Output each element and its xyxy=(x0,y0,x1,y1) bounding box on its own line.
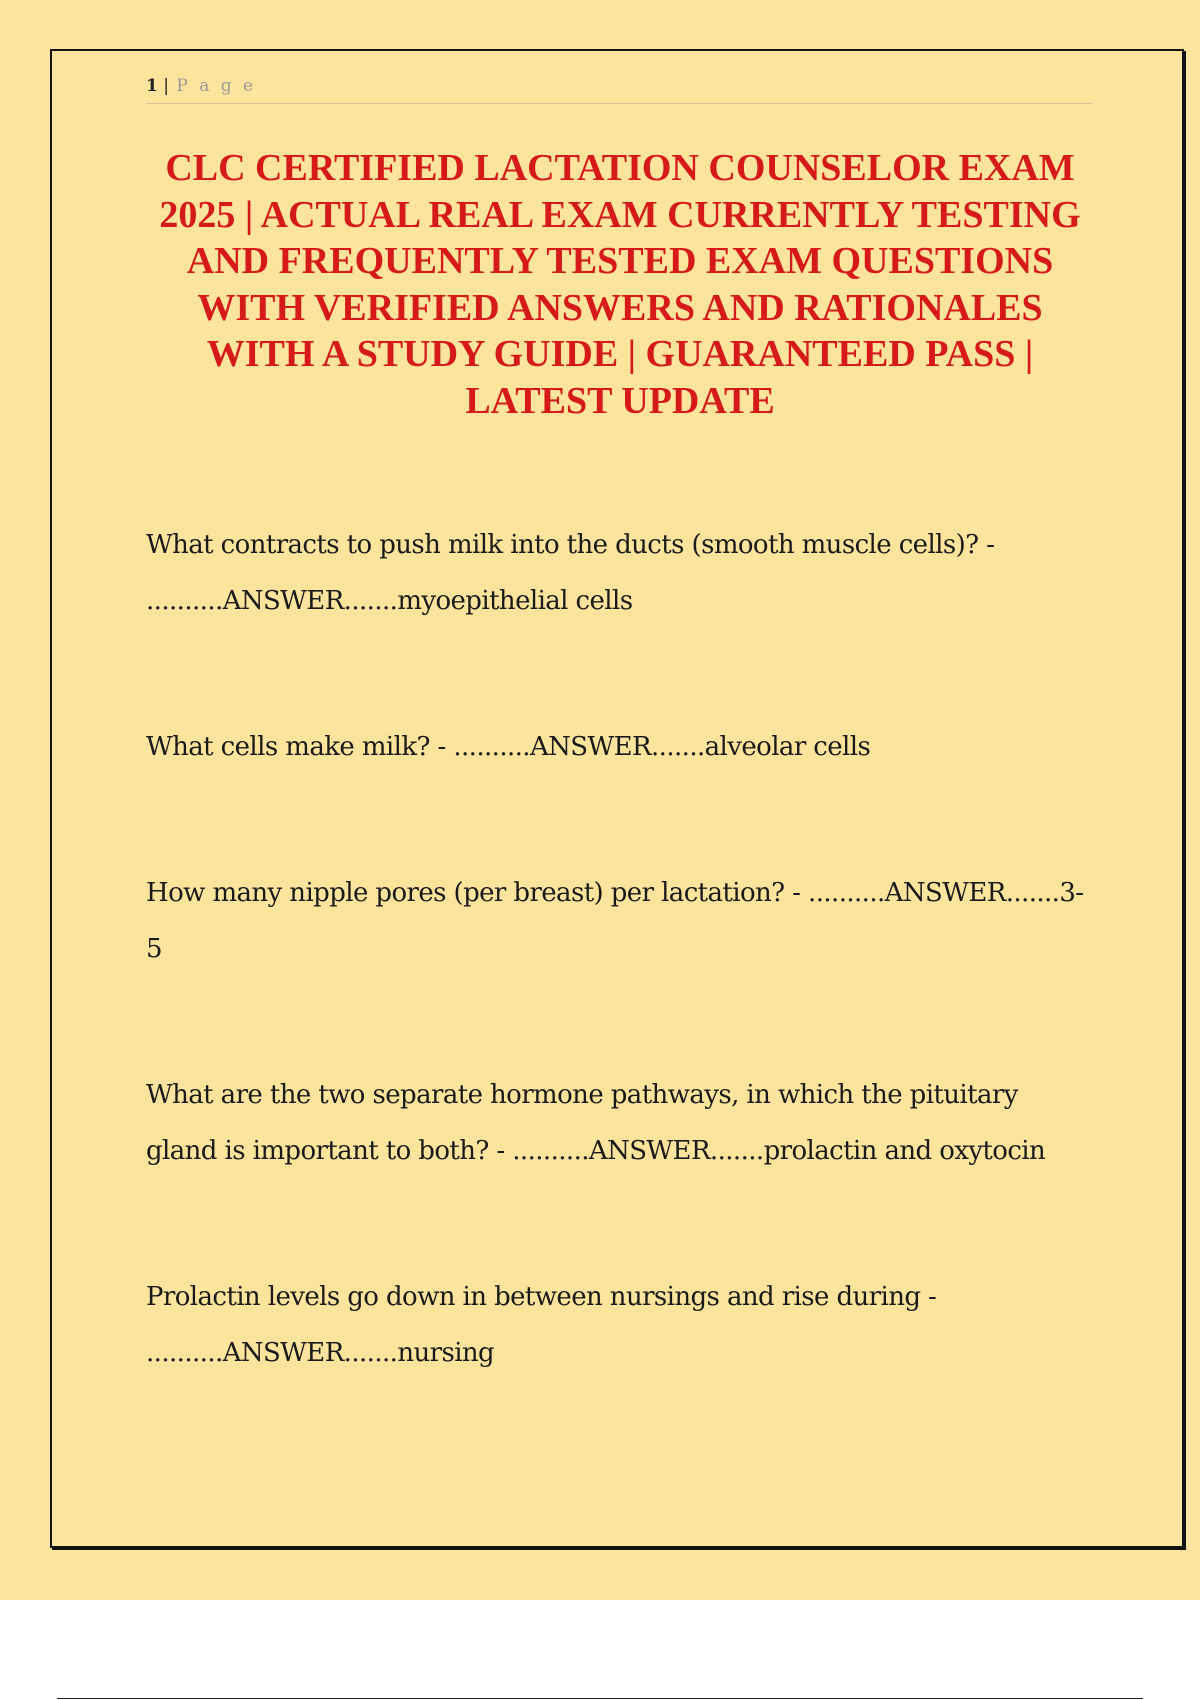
page-separator: | xyxy=(163,76,169,96)
page-label: P a g e xyxy=(176,76,257,96)
question-text: What contracts to push milk into the ducts (smooth muscle cells)? - xyxy=(146,530,995,560)
answer-marker: ..........ANSWER....... xyxy=(146,586,398,616)
answer-text: prolactin and oxytocin xyxy=(763,1136,1046,1166)
qa-list xyxy=(146,517,1086,1381)
answer-marker: ..........ANSWER....... xyxy=(512,1136,764,1166)
page-number: 1 xyxy=(146,76,158,96)
footer-divider xyxy=(57,1698,1143,1699)
qa-item xyxy=(146,1067,1086,1179)
answer-text: alveolar cells xyxy=(704,732,871,762)
question-text: What are the two separate hormone pathways, in which the pituitary gland is important to both? - xyxy=(146,1080,1018,1166)
answer-text: 3-5 xyxy=(146,878,1084,964)
question-text: How many nipple pores (per breast) per lactation? - xyxy=(146,878,809,908)
qa-item xyxy=(146,865,1086,977)
answer-marker: ..........ANSWER....... xyxy=(808,878,1060,908)
document-title: CLC CERTIFIED LACTATION COUNSELOR EXAM 2025 | ACTUAL REAL EXAM CURRENTLY TESTING AND FREQUENTLY TESTED EXAM QUESTIONS WITH VERIFIED ANSWERS AND RATIONALES WITH A STUDY GUIDE | GUARANTEED PASS | LATEST UPDATE xyxy=(159,147,1081,422)
question-text: What cells make milk? - xyxy=(146,732,454,762)
answer-marker: ..........ANSWER....... xyxy=(146,1338,398,1368)
answer-text: myoepithelial cells xyxy=(397,586,633,616)
answer-marker: ..........ANSWER....... xyxy=(453,732,705,762)
page-header xyxy=(146,73,1093,104)
qa-item xyxy=(146,517,1086,629)
qa-item xyxy=(146,719,1086,775)
answer-text: nursing xyxy=(397,1338,495,1368)
qa-item xyxy=(146,1269,1086,1381)
question-text: Prolactin levels go down in between nursings and rise during - xyxy=(146,1282,937,1312)
